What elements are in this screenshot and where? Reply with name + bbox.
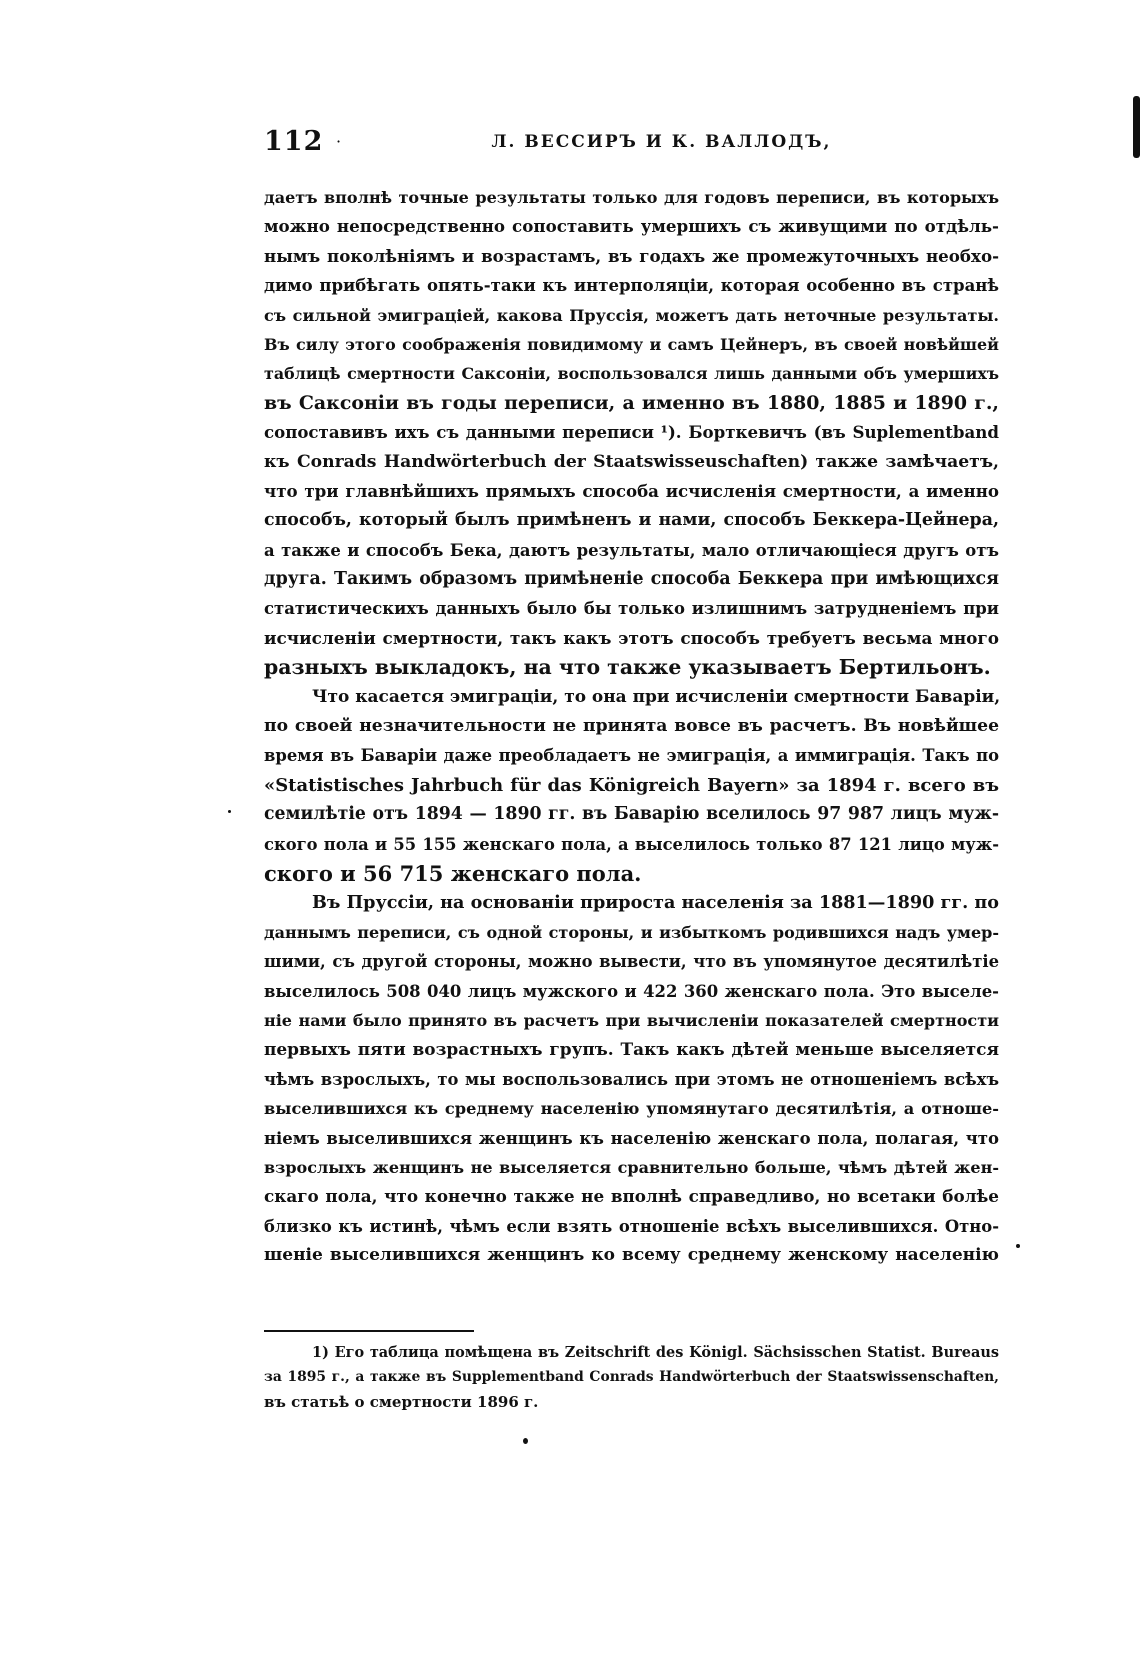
text-line: къ Conrads Handwörterbuch der Staatswisseuschaften) также замѣчаетъ,: [264, 451, 999, 472]
text-line: а также и способъ Бека, даютъ результаты, мало отличающіеся другъ отъ: [264, 540, 999, 560]
text-line: что три главнѣйшихъ прямыхъ способа исчисленія смертности, а именно: [264, 480, 999, 501]
footnote-line: 1) Его таблица помѣщена въ Zeitschrift des Königl. Sächsisschen Statist. Bureaus: [312, 1344, 999, 1361]
footnote-line: за 1895 г., а также въ Supplementband Conrads Handwörterbuch der Staatswissenschaften,: [264, 1369, 999, 1385]
text-line: димо прибѣгать опять-таки къ интерполяціи, которая особенно въ странѣ: [264, 275, 999, 296]
footnote: [264, 1340, 999, 1415]
text-line: выселившихся къ среднему населенію упомянутаго десятилѣтія, а отноше-: [264, 1099, 999, 1119]
page-number: 112: [264, 126, 324, 157]
text-line: способъ, который былъ примѣненъ и нами, способъ Беккера-Цейнера,: [264, 510, 999, 531]
text-line: друга. Такимъ образомъ примѣненіе способа Беккера при имѣющихся: [264, 569, 999, 590]
header-dot: ·: [336, 132, 342, 151]
text-line: можно непосредственно сопоставить умершихъ съ живущими по отдѣль-: [264, 216, 999, 237]
text-line: съ сильной эмиграціей, какова Пруссія, можетъ дать неточные результаты.: [264, 305, 999, 325]
text-line: взрослыхъ женщинъ не выселяется сравнительно больше, чѣмъ дѣтей жен-: [264, 1157, 999, 1177]
ink-speck: [523, 1438, 528, 1444]
text-line: выселилось 508 040 лицъ мужского и 422 360 женскаго пола. Это выселе-: [264, 981, 999, 1001]
scan-edge-mark: [1133, 96, 1140, 158]
ink-speck: [228, 810, 231, 813]
text-line: «Statistisches Jahrbuch für das Königreich Bayern» за 1894 г. всего въ: [264, 774, 999, 796]
text-line: ніе нами было принято въ расчетъ при вычисленіи показателей смертности: [264, 1010, 999, 1030]
text-line: по своей незначительности не принята вовсе въ расчетъ. Въ новѣйшее: [264, 716, 999, 737]
text-line: Въ Пруссіи, на основаніи прироста населенія за 1881—1890 гг. по: [312, 892, 999, 914]
text-line: шеніе выселившихся женщинъ ко всему среднему женскому населенію: [264, 1245, 999, 1266]
text-line: нымъ поколѣніямъ и возрастамъ, въ годахъ же промежуточныхъ необхо-: [264, 245, 999, 266]
text-line: даетъ вполнѣ точные результаты только для годовъ переписи, въ которыхъ: [264, 188, 999, 207]
text-line: ского пола и 55 155 женскаго пола, а выселилось только 87 121 лицо муж-: [264, 834, 999, 854]
running-head: [264, 126, 999, 166]
footnote-rule: [264, 1330, 474, 1332]
body-text: [264, 183, 999, 1270]
text-line: разныхъ выкладокъ, на что также указываетъ Бертильонъ.: [264, 655, 991, 680]
footnote-line: въ статьѣ о смертности 1896 г.: [264, 1393, 539, 1411]
text-line: Въ силу этого соображенія повидимому и самъ Цейнеръ, въ своей новѣйшей: [264, 334, 999, 354]
text-line: ніемъ выселившихся женщинъ къ населенію женскаго пола, полагая, что: [264, 1128, 999, 1148]
text-line: Что касается эмиграціи, то она при исчисленіи смертности Баваріи,: [312, 686, 1001, 707]
text-line: въ Саксоніи въ годы переписи, а именно въ 1880, 1885 и 1890 г.,: [264, 391, 999, 414]
text-line: чѣмъ взрослыхъ, то мы воспользовались при этомъ не отношеніемъ всѣхъ: [264, 1069, 999, 1089]
text-line: семилѣтіе отъ 1894 — 1890 гг. въ Баварію вселилось 97 987 лицъ муж-: [264, 804, 999, 825]
text-line: статистическихъ данныхъ было бы только излишнимъ затрудненіемъ при: [264, 599, 999, 619]
text-line: скаго пола, что конечно также не вполнѣ справедливо, но всетаки болѣе: [264, 1186, 999, 1207]
text-line: исчисленіи смертности, такъ какъ этотъ способъ требуетъ весьма много: [264, 627, 999, 648]
text-line: ского и 56 715 женскаго пола.: [264, 860, 642, 886]
text-line: даннымъ переписи, съ одной стороны, и избыткомъ родившихся надъ умер-: [264, 922, 999, 942]
text-line: шими, съ другой стороны, можно вывести, что въ упомянутое десятилѣтіе: [264, 952, 999, 972]
text-line: сопоставивъ ихъ съ данными переписи ¹). Борткевичъ (въ Suplementband: [264, 422, 999, 443]
running-head-authors: Л. ВЕССИРЪ И К. ВАЛЛОДЪ,: [491, 132, 832, 152]
text-line: время въ Баваріи даже преобладаетъ не эмиграція, а иммиграція. Такъ по: [264, 746, 999, 766]
text-line: таблицѣ смертности Саксоніи, воспользовался лишь данными объ умершихъ: [264, 364, 999, 384]
text-line: первыхъ пяти возрастныхъ групъ. Такъ какъ дѣтей меньше выселяется: [264, 1039, 999, 1060]
text-line: близко къ истинѣ, чѣмъ если взять отношеніе всѣхъ выселившихся. Отно-: [264, 1216, 999, 1236]
ink-speck: [1016, 1244, 1020, 1248]
